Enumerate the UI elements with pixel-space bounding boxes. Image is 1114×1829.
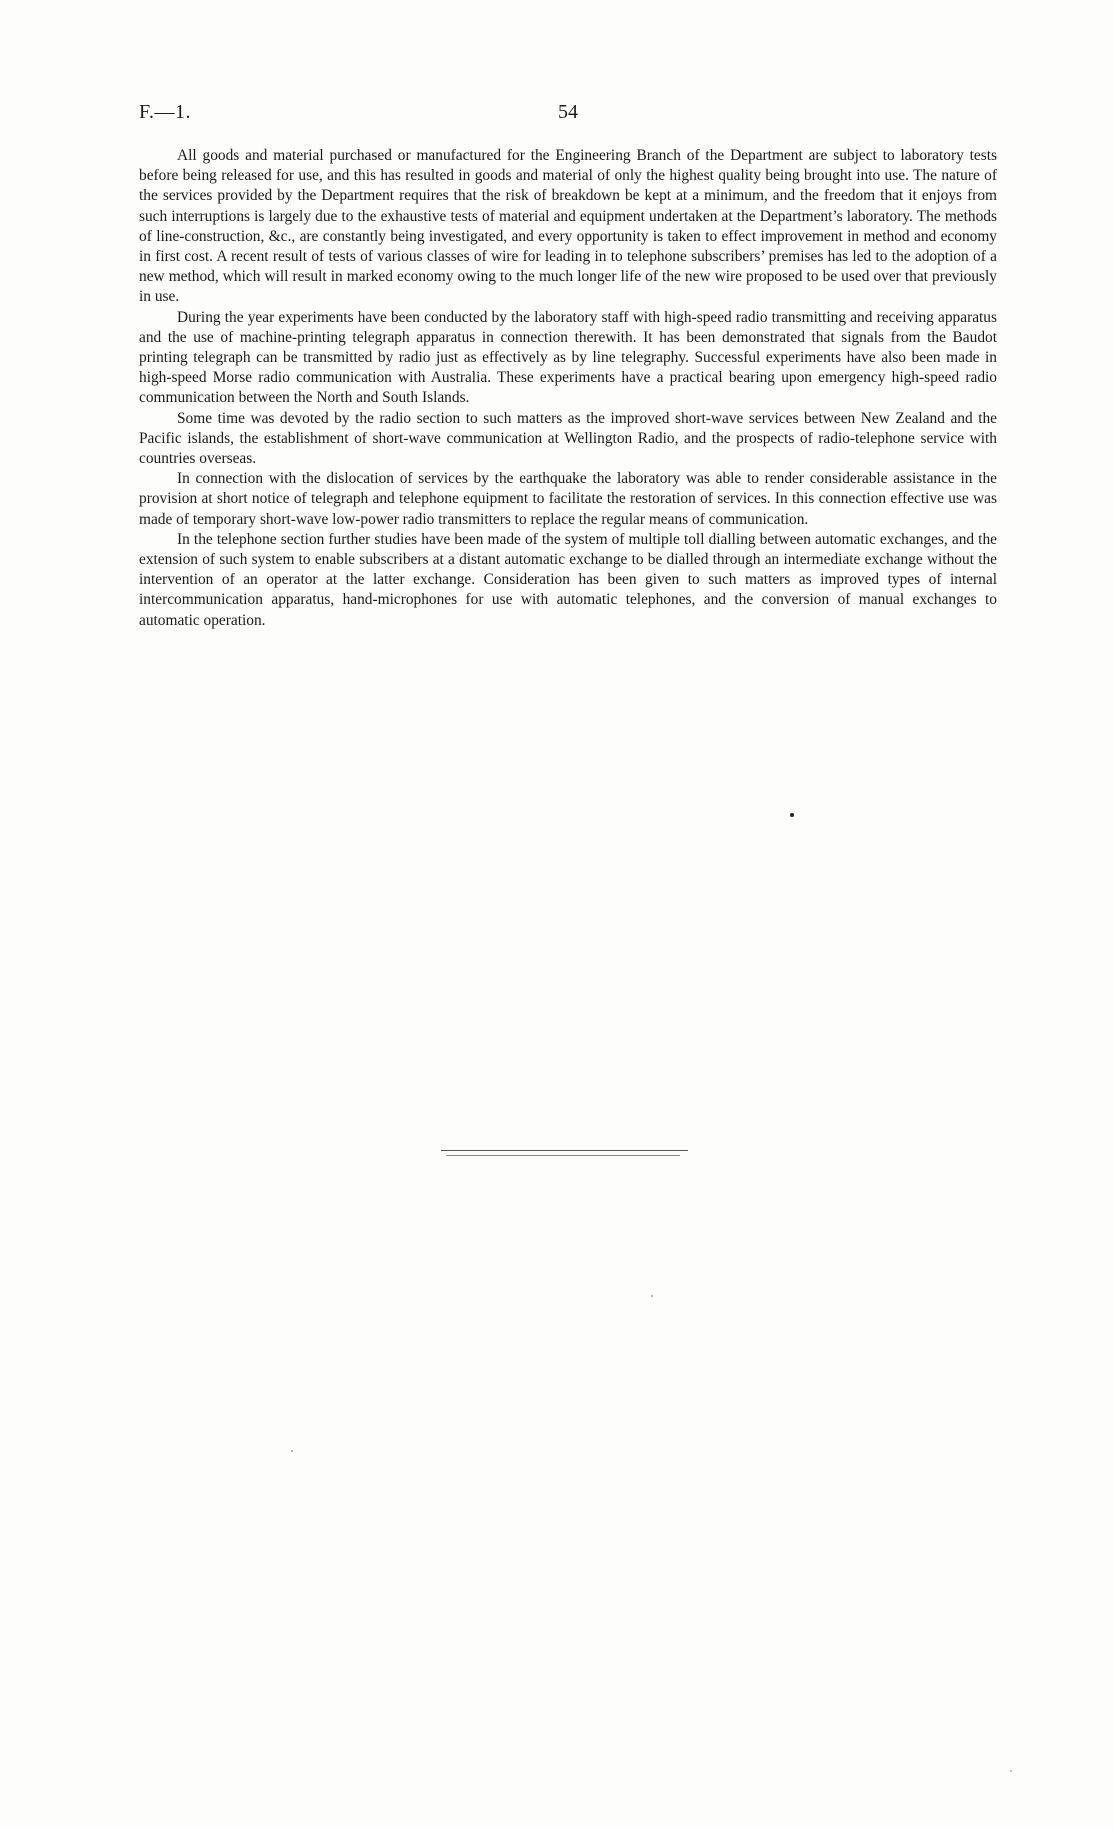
section-divider-rule-secondary — [446, 1155, 680, 1156]
paragraph-earthquake-assistance: In connection with the dislocation of services by the earthquake the laboratory was able to render considerable assistance in the provision at short notice of telegraph and telephone equipment to facilitate the restoration of services. In this connection effective use was made of temporary short-wave low-power radio transmitters to replace the regular means of communication. — [139, 470, 997, 528]
document-reference-code: F.—1. — [139, 101, 192, 123]
ink-speck — [1010, 1770, 1012, 1772]
paragraph-laboratory-tests: All goods and material purchased or manufactured for the Engineering Branch of the Department are subject to laboratory tests before being released for use, and this has resulted in goods and material of only the highest quality being brought into use. The nature of the services provided by the Department requires that the risk of breakdown be kept at a minimum, and the freedom that it enjoys from such interruptions is largely due to the exhaustive tests of material and equipment undertaken at the Department’s laboratory. The methods of line-construction, &c., are constantly being investigated, and every opportunity is taken to effect improvement in method and economy in first cost. A recent result of tests of various classes of wire for leading in to telephone subscribers’ premises has led to the adoption of a new method, which will result in marked economy owing to the much longer life of the new wire proposed to be used over that previously in use. — [139, 147, 997, 306]
section-divider-rule — [441, 1150, 688, 1151]
paragraph-telephone-section: In the telephone section further studies have been made of the system of multiple toll dialling between automatic exchanges, and the extension of such system to enable subscribers at a distant automatic exchange to be dialled through an intermediate exchange without the intervention of an operator at the latter exchange. Consideration has been given to such matters as improved types of internal intercommunication apparatus, hand-microphones for use with automatic telephones, and the conversion of manual exchanges to automatic operation. — [139, 530, 997, 629]
ink-speck — [291, 1450, 293, 1452]
page-header — [139, 101, 997, 127]
body-text — [139, 146, 997, 631]
ink-speck — [790, 813, 794, 817]
paragraph-radio-experiments: During the year experiments have been conducted by the laboratory staff with high-speed radio transmitting and receiving apparatus and the use of machine-printing telegraph apparatus in connection therewith. It has been demonstrated that signals from the Baudot printing telegraph can be transmitted by radio just as effectively as by line telegraphy. Successful experiments have also been made in high-speed Morse radio communication with Australia. These experiments have a practical bearing upon emergency high-speed radio communication between the North and South Islands. — [139, 308, 997, 407]
page-number: 54 — [558, 101, 578, 123]
paragraph-short-wave-services: Some time was devoted by the radio section to such matters as the improved short-wave services between New Zealand and the Pacific islands, the establishment of short-wave communication at Wellington Radio, and the prospects of radio-telephone service with countries overseas. — [139, 409, 997, 468]
ink-speck — [651, 1295, 653, 1297]
